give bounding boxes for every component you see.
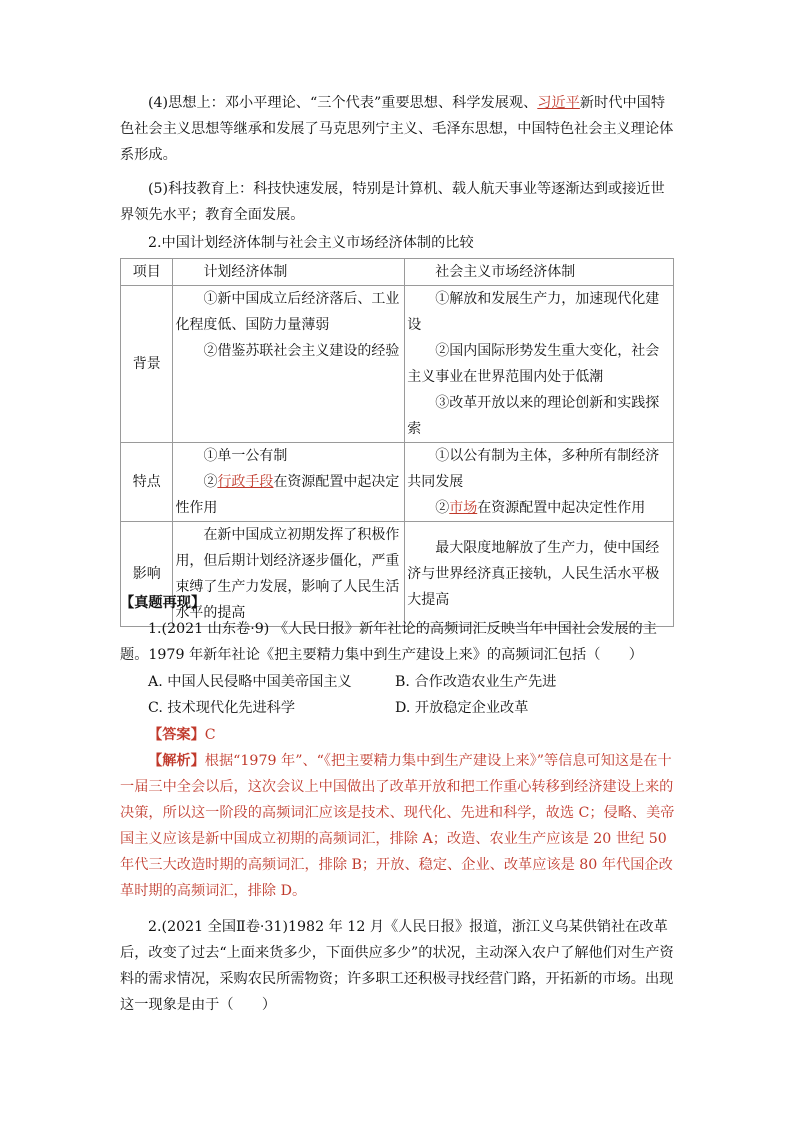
analysis-text: 根据“1979 年”、“《把主要精力集中到生产建设上来》”等信息可知这是在十一届三中全会以后，这次会议上中国做出了改革开放和把工作重心转移到经济建设上来的决策，所以这一阶段的高频词汇应该是技术、现代化、先进和科学，故选 C；侵略、美帝国主义应该是新中国成立初期的高频词汇，排除 A；改造、农业生产应该是 20 世纪 50 年代三大改造时期的高频词汇，排除 B；开放、稳定、企业、改革应该是 80 年代国企改革时期的高频词汇，排除 D。 bbox=[120, 753, 675, 899]
features-market-2-prefix: ② bbox=[435, 500, 450, 516]
header-planned: 计划经济体制 bbox=[173, 259, 405, 286]
q1-option-b: B. 合作改造农业生产先进 bbox=[395, 674, 557, 690]
row-label-impact: 影响 bbox=[121, 522, 173, 627]
answer-label: 【答案】 bbox=[148, 727, 205, 743]
features-planned-2-suffix: 在资源配置中起决定性作用 bbox=[175, 474, 400, 516]
q1-option-d: D. 开放稳定企业改革 bbox=[395, 700, 529, 716]
market-link[interactable]: 市场 bbox=[449, 500, 478, 516]
features-planned-cell bbox=[173, 443, 405, 522]
impact-market-text: 最大限度地解放了生产力，使中国经济与世界经济真正接轨，人民生活水平极大提高 bbox=[407, 540, 660, 608]
features-market-2 bbox=[407, 495, 671, 521]
background-market-2: ②国内国际形势发生重大变化，社会主义事业在世界范围内处于低潮 bbox=[407, 343, 660, 385]
row-label-features: 特点 bbox=[121, 443, 173, 522]
section-4-text-b: 新时代中国特色社会主义思想等继承和发展了马克思列宁主义、毛泽东思想，中国特色社会主义理论体系形成。 bbox=[120, 95, 674, 163]
table-row-background bbox=[121, 286, 674, 443]
analysis-label: 【解析】 bbox=[148, 753, 205, 769]
comparison-heading: 2.中国计划经济体制与社会主义市场经济体制的比较 bbox=[148, 235, 474, 251]
administrative-means-link[interactable]: 行政手段 bbox=[217, 474, 274, 490]
section-4-text-a: (4)思想上：邓小平理论、“三个代表”重要思想、科学发展观、 bbox=[148, 95, 538, 111]
q1-option-a: A. 中国人民侵略中国美帝国主义 bbox=[148, 674, 352, 690]
q1-analysis bbox=[120, 748, 676, 904]
xi-jinping-link[interactable]: 习近平 bbox=[537, 95, 580, 111]
row-label-background: 背景 bbox=[121, 286, 173, 443]
q1-option-c: C. 技术现代化先进科学 bbox=[148, 700, 296, 716]
question-2-stem: 2.(2021 全国Ⅱ卷·31)1982 年 12 月《人民日报》报道，浙江义乌某供销社在改革后，改变了过去“上面来货多少，下面供应多少”的状况，主动深入农户了解他们对生产资料的需求情况，采购农民所需物资；许多职工还积极寻找经营门路，开拓新的市场。出现这一现象是由于（ ） bbox=[120, 919, 674, 1013]
background-market-cell bbox=[405, 286, 674, 443]
q1-answer bbox=[120, 722, 676, 748]
impact-planned-text: 在新中国成立初期发挥了积极作用，但后期计划经济逐步僵化，严重束缚了生产力发展，影响了人民生活水平的提高 bbox=[175, 527, 400, 621]
background-planned-2: ②借鉴苏联社会主义建设的经验 bbox=[203, 343, 400, 359]
features-market-2-suffix: 在资源配置中起决定性作用 bbox=[477, 500, 646, 516]
background-planned-1: ①新中国成立后经济落后、工业化程度低、国防力量薄弱 bbox=[175, 291, 400, 333]
answer-value: C bbox=[204, 727, 216, 743]
background-market-1: ①解放和发展生产力，加速现代化建设 bbox=[407, 291, 660, 333]
header-item: 项目 bbox=[121, 259, 173, 286]
features-planned-2-prefix: ② bbox=[203, 474, 218, 490]
comparison-table bbox=[120, 258, 674, 627]
background-market-3: ③改革开放以来的理论创新和实践探索 bbox=[407, 395, 660, 437]
section-heading-zhenti: 【真题再现】 bbox=[120, 595, 206, 611]
features-market-1: ①以公有制为主体，多种所有制经济共同发展 bbox=[407, 448, 660, 490]
question-1-stem: 1.(2021 山东卷·9) 《人民日报》新年社论的高频词汇反映当年中国社会发展的主题。1979 年新年社论《把主要精力集中到生产建设上来》的高频词汇包括（ ） bbox=[120, 621, 657, 663]
features-planned-1: ①单一公有制 bbox=[203, 448, 288, 464]
section-4-paragraph bbox=[120, 90, 676, 168]
features-market-cell bbox=[405, 443, 674, 522]
background-planned-cell bbox=[173, 286, 405, 443]
section-5-paragraph: (5)科技教育上：科技快速发展，特别是计算机、载人航天事业等逐渐达到或接近世界领先水平；教育全面发展。 bbox=[120, 181, 665, 223]
table-header-row bbox=[121, 259, 674, 286]
features-planned-2 bbox=[175, 469, 402, 521]
table-row-features bbox=[121, 443, 674, 522]
header-market: 社会主义市场经济体制 bbox=[405, 259, 674, 286]
